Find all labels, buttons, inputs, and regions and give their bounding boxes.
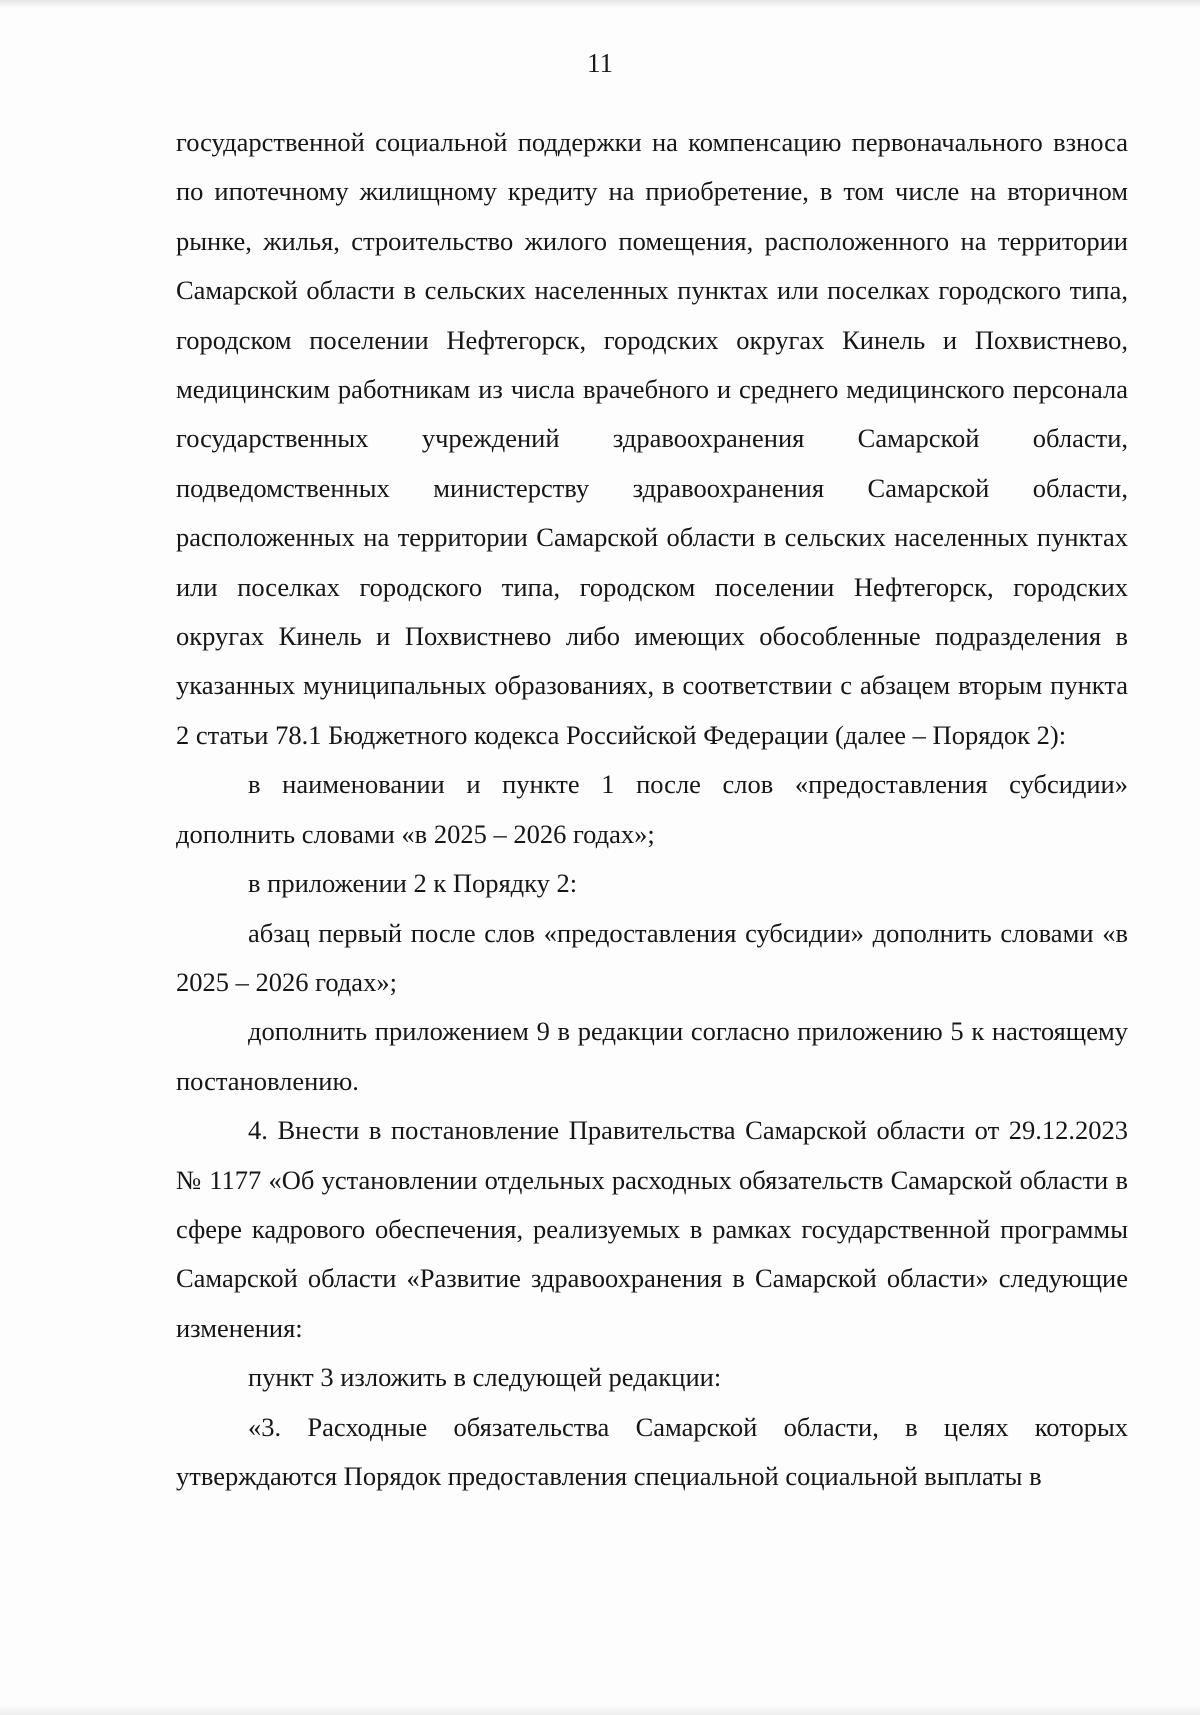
- paragraph: государственной социальной поддержки на компенсацию первоначального взноса по ипотечному жилищному кредиту на приобретение, в том числе на вторичном рынке, жилья, строительство жилого помещения, расположенного на территории Самарской области в сельских населенных пунктах или поселках городского типа, городском поселении Нефтегорск, городских округах Кинель и Похвистнево, медицинским работникам из числа врачебного и среднего медицинского персонала государственных учреждений здравоохранения Самарской области, подведомственных министерству здравоохранения Самарской области, расположенных на территории Самарской области в сельских населенных пунктах или поселках городского типа, городском поселении Нефтегорск, городских округах Кинель и Похвистнево либо имеющих обособленные подразделения в указанных муниципальных образованиях, в соответствии с абзацем вторым пункта 2 статьи 78.1 Бюджетного кодекса Российской Федерации (далее – Порядок 2):: [176, 127, 1128, 750]
- paragraph: «3. Расходные обязательства Самарской области, в целях которых утверждаются Порядок предоставления специальной социальной выплаты в: [176, 1411, 1128, 1491]
- document-body: [176, 118, 1128, 1501]
- paragraph: в наименовании и пункте 1 после слов «предоставления субсидии» дополнить словами «в 2025 – 2026 годах»;: [176, 769, 1128, 849]
- scan-edge-bottom: [0, 1705, 1200, 1715]
- page-number: 11: [587, 48, 613, 78]
- paragraph: дополнить приложением 9 в редакции согласно приложению 5 к настоящему постановлению.: [176, 1016, 1128, 1096]
- paragraph: в приложении 2 к Порядку 2:: [248, 868, 578, 899]
- paragraph: пункт 3 изложить в следующей редакции:: [248, 1362, 722, 1393]
- scan-edge-top: [0, 0, 1200, 8]
- paragraph: абзац первый после слов «предоставления субсидии» дополнить словами «в 2025 – 2026 годах»;: [176, 917, 1128, 997]
- paragraph: 4. Внести в постановление Правительства Самарской области от 29.12.2023 № 1177 «Об установлении отдельных расходных обязательств Самарской области в сфере кадрового обеспечения, реализуемых в рамках государственной программы Самарской области «Развитие здравоохранения в Самарской области» следующие изменения:: [176, 1115, 1128, 1343]
